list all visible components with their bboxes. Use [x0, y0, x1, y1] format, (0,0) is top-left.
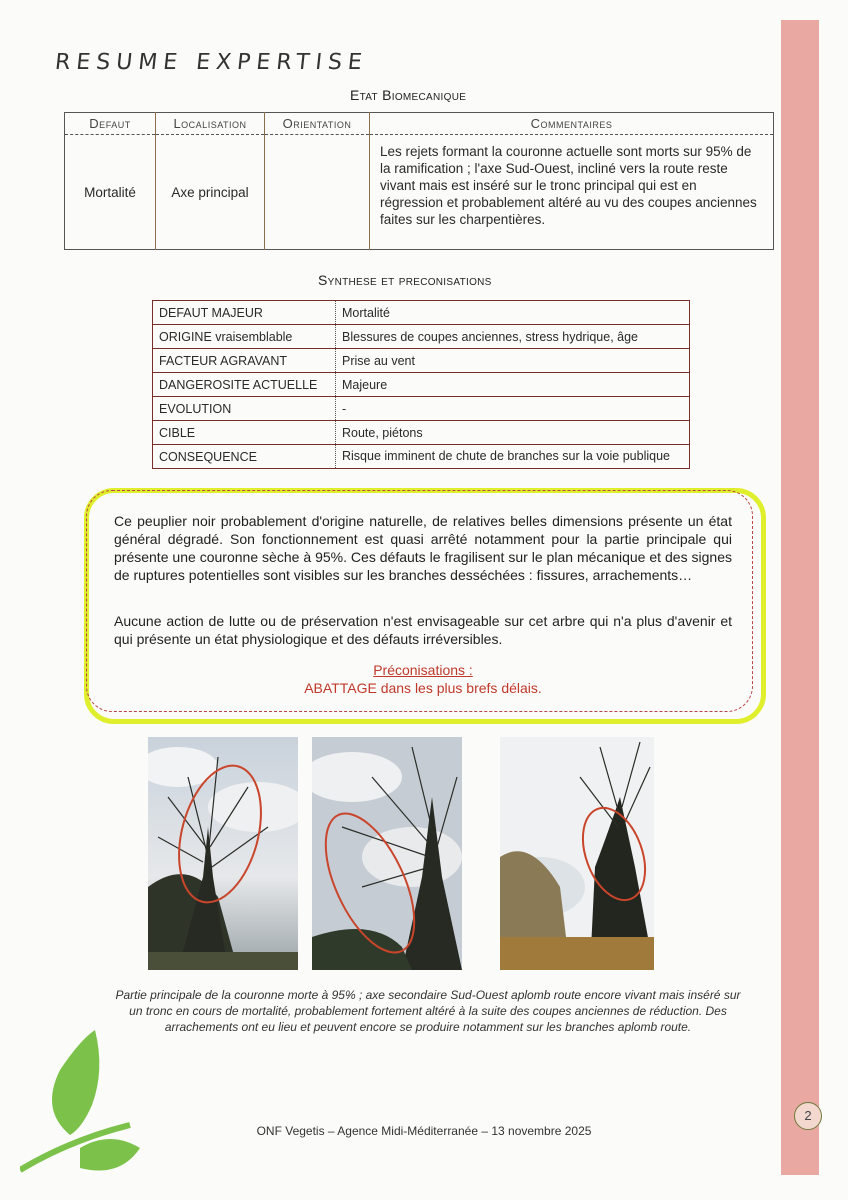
action-paragraph: Aucune action de lutte ou de préservation n'est envisageable sur cet arbre qui n'a plus d'avenir et qui présente un état physiologique et des défauts irréversibles. — [114, 613, 732, 647]
row-label: DEFAUT MAJEUR — [153, 301, 336, 325]
preconisations-text: ABATTAGE dans les plus brefs délais. — [304, 680, 542, 696]
section-title-biomecanique: Etat Biomecanique — [350, 87, 467, 103]
tree-photo-2 — [312, 737, 462, 970]
leaf-logo-icon — [20, 1030, 150, 1185]
preconisations-block — [114, 661, 732, 697]
row-value: - — [336, 397, 690, 421]
header-orientation: Orientation — [265, 113, 370, 135]
row-value: Prise au vent — [336, 349, 690, 373]
cell-localisation: Axe principal — [156, 135, 265, 250]
cell-commentaire: Les rejets formant la couronne actuelle sont morts sur 95% de la ramification ; l'axe Sud-Ouest, incliné vers la route reste vivant mais est inséré sur le tronc principal qui est en régression et probablement altéré au vu des coupes anciennes faites sur les charpentières. — [380, 144, 757, 227]
row-label: FACTEUR AGRAVANT — [153, 349, 336, 373]
row-label: EVOLUTION — [153, 397, 336, 421]
table-row — [153, 349, 690, 373]
table-row — [153, 421, 690, 445]
page-footer: ONF Vegetis – Agence Midi-Méditerranée – 13 novembre 2025 — [256, 1124, 592, 1138]
table-row — [153, 445, 690, 469]
section-title-synthese: Synthese et preconisations — [318, 272, 492, 288]
table-row — [65, 135, 774, 250]
tree-photo-1 — [148, 737, 298, 970]
preconisations-label: Préconisations : — [373, 662, 473, 678]
row-label: CONSEQUENCE — [153, 445, 336, 469]
row-label: ORIGINE vraisemblable — [153, 325, 336, 349]
header-localisation: Localisation — [156, 113, 265, 135]
header-defaut: Defaut — [65, 113, 156, 135]
row-label: DANGEROSITE ACTUELLE — [153, 373, 336, 397]
row-value: Risque imminent de chute de branches sur la voie publique — [336, 445, 690, 469]
row-value: Route, piétons — [336, 421, 690, 445]
page-number: 2 — [794, 1102, 822, 1130]
cell-defaut: Mortalité — [65, 135, 156, 250]
diagnosis-paragraph: Ce peuplier noir probablement d'origine naturelle, de relatives belles dimensions présente un état général dégradé. Son fonctionnement est quasi arrêté notamment pour la partie principale qui présente une couronne sèche à 95%. Ces défauts le fragilisent sur le plan mécanique et des signes de ruptures potentielles sont visibles sur les branches desséchées : fissures, arrachements… — [114, 513, 732, 583]
handwritten-title: RESUME EXPERTISE — [53, 50, 370, 75]
row-value: Majeure — [336, 373, 690, 397]
row-label: CIBLE — [153, 421, 336, 445]
photo-caption: Partie principale de la couronne morte à 95% ; axe secondaire Sud-Ouest aplomb route encore vivant mais inséré sur un tronc en cours de mortalité, probablement fortement altéré à la suite des coupes anciennes de réduction. Des arrachements ont eu lieu et peuvent encore se produire notamment sur les branches aplomb route. — [115, 988, 741, 1034]
row-value: Blessures de coupes anciennes, stress hydrique, âge — [336, 325, 690, 349]
table-row — [153, 373, 690, 397]
row-value: Mortalité — [336, 301, 690, 325]
cell-orientation — [265, 135, 370, 250]
right-margin-bar — [781, 20, 819, 1175]
table-header-row — [65, 113, 774, 135]
header-commentaires: Commentaires — [370, 113, 774, 135]
biomechanical-table — [64, 112, 774, 250]
table-row — [153, 301, 690, 325]
table-row — [153, 325, 690, 349]
table-row — [153, 397, 690, 421]
tree-photo-3 — [500, 737, 654, 970]
synthesis-table — [152, 300, 690, 469]
